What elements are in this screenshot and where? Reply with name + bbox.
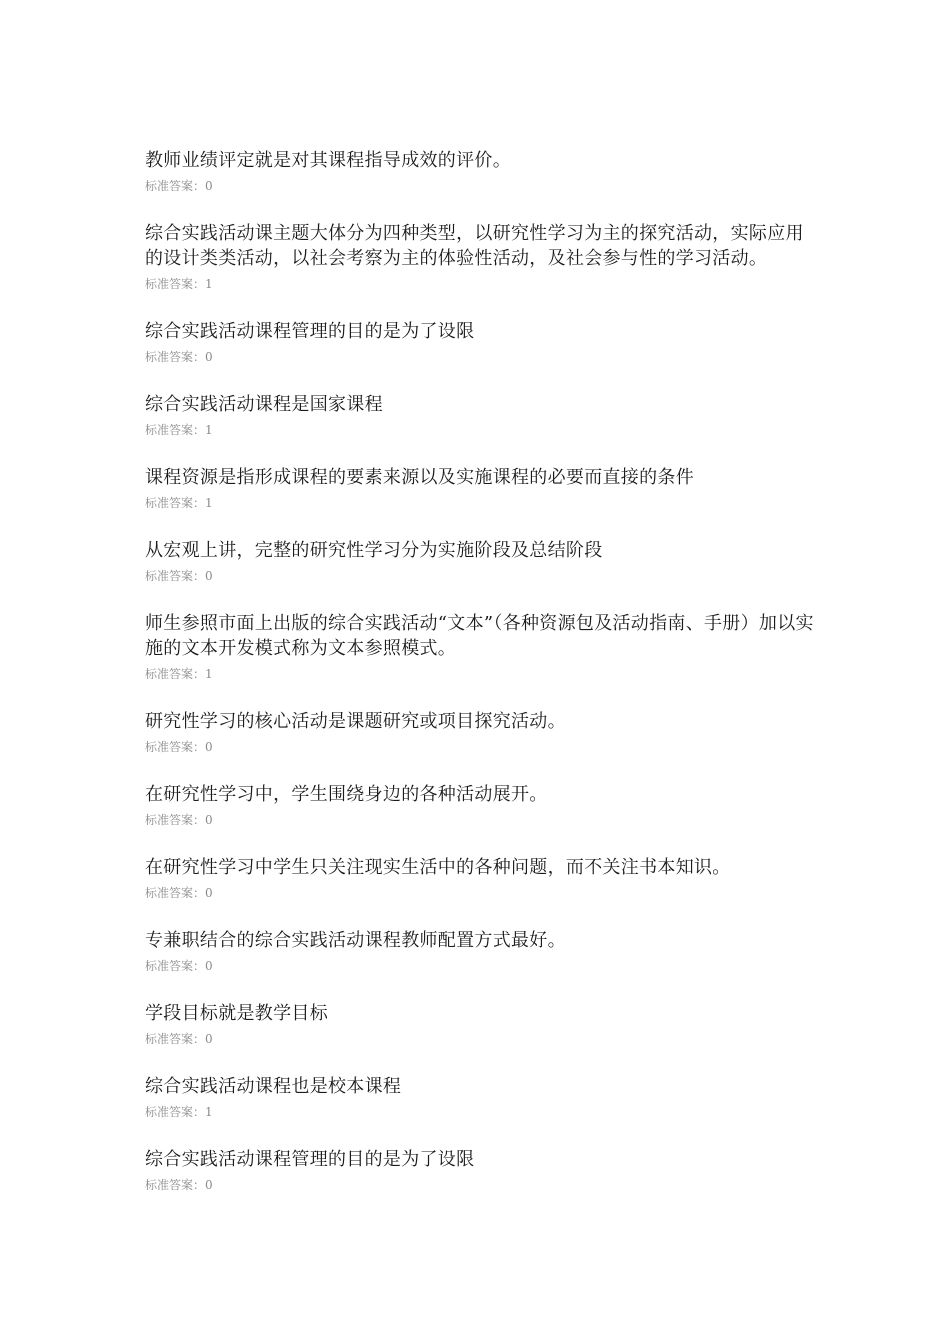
answer-label: 标准答案： (145, 277, 206, 291)
question-item-10 (145, 855, 820, 902)
question-text: 师生参照市面上出版的综合实践活动“文本”（各种资源包及活动指南、手册）加以实施的文本开发模式称为文本参照模式。 (145, 613, 814, 659)
answer-value: 0 (205, 350, 213, 364)
answer-value: 0 (205, 1032, 213, 1046)
standard-answer (145, 811, 820, 829)
question-text: 研究性学习的核心活动是课题研究或项目探究活动。 (145, 711, 566, 732)
question-text: 学段目标就是教学目标 (145, 1003, 328, 1024)
answer-label: 标准答案： (145, 667, 206, 681)
question-item-4 (145, 392, 820, 439)
standard-answer (145, 275, 820, 293)
question-text: 综合实践活动课主题大体分为四种类型，以研究性学习为主的探究活动，实际应用的设计类类活动，以社会考察为主的体验性活动，及社会参与性的学习活动。 (145, 223, 804, 269)
answer-value: 1 (205, 277, 213, 291)
question-item-6 (145, 538, 820, 585)
question-text: 课程资源是指形成课程的要素来源以及实施课程的必要而直接的条件 (145, 467, 694, 488)
answer-value: 0 (205, 179, 213, 193)
answer-value: 0 (205, 740, 213, 754)
question-text: 综合实践活动课程是国家课程 (145, 394, 383, 415)
answer-label: 标准答案： (145, 959, 206, 973)
standard-answer (145, 1176, 820, 1194)
question-text: 综合实践活动课程也是校本课程 (145, 1076, 402, 1097)
answer-label: 标准答案： (145, 886, 206, 900)
question-item-9 (145, 782, 820, 829)
answer-label: 标准答案： (145, 350, 206, 364)
answer-label: 标准答案： (145, 740, 206, 754)
question-item-3 (145, 319, 820, 366)
standard-answer (145, 957, 820, 975)
answer-label: 标准答案： (145, 1032, 206, 1046)
answer-label: 标准答案： (145, 569, 206, 583)
question-text: 教师业绩评定就是对其课程指导成效的评价。 (145, 150, 511, 171)
answer-label: 标准答案： (145, 423, 206, 437)
question-text: 综合实践活动课程管理的目的是为了设限 (145, 321, 475, 342)
answer-label: 标准答案： (145, 813, 206, 827)
question-item-14 (145, 1147, 820, 1194)
question-text: 在研究性学习中，学生围绕身边的各种活动展开。 (145, 784, 548, 805)
answer-value: 0 (205, 569, 213, 583)
question-text: 综合实践活动课程管理的目的是为了设限 (145, 1149, 475, 1170)
standard-answer (145, 1030, 820, 1048)
standard-answer (145, 665, 820, 683)
answer-label: 标准答案： (145, 1105, 206, 1119)
answer-value: 1 (205, 496, 213, 510)
question-text: 从宏观上讲，完整的研究性学习分为实施阶段及总结阶段 (145, 540, 603, 561)
answer-label: 标准答案： (145, 1178, 206, 1192)
answer-label: 标准答案： (145, 496, 206, 510)
answer-value: 0 (205, 959, 213, 973)
question-item-13 (145, 1074, 820, 1121)
standard-answer (145, 884, 820, 902)
question-text: 在研究性学习中学生只关注现实生活中的各种问题，而不关注书本知识。 (145, 857, 731, 878)
standard-answer (145, 494, 820, 512)
standard-answer (145, 177, 820, 195)
standard-answer (145, 567, 820, 585)
answer-value: 0 (205, 1178, 213, 1192)
standard-answer (145, 1103, 820, 1121)
answer-value: 0 (205, 813, 213, 827)
question-text: 专兼职结合的综合实践活动课程教师配置方式最好。 (145, 930, 566, 951)
question-item-8 (145, 709, 820, 756)
question-item-11 (145, 928, 820, 975)
standard-answer (145, 348, 820, 366)
question-item-7 (145, 611, 820, 683)
question-item-12 (145, 1001, 820, 1048)
answer-value: 1 (205, 667, 213, 681)
answer-value: 0 (205, 886, 213, 900)
answer-value: 1 (205, 1105, 213, 1119)
answer-label: 标准答案： (145, 179, 206, 193)
standard-answer (145, 421, 820, 439)
question-item-2 (145, 221, 820, 293)
question-item-5 (145, 465, 820, 512)
standard-answer (145, 738, 820, 756)
answer-value: 1 (205, 423, 213, 437)
question-item-1 (145, 148, 820, 195)
